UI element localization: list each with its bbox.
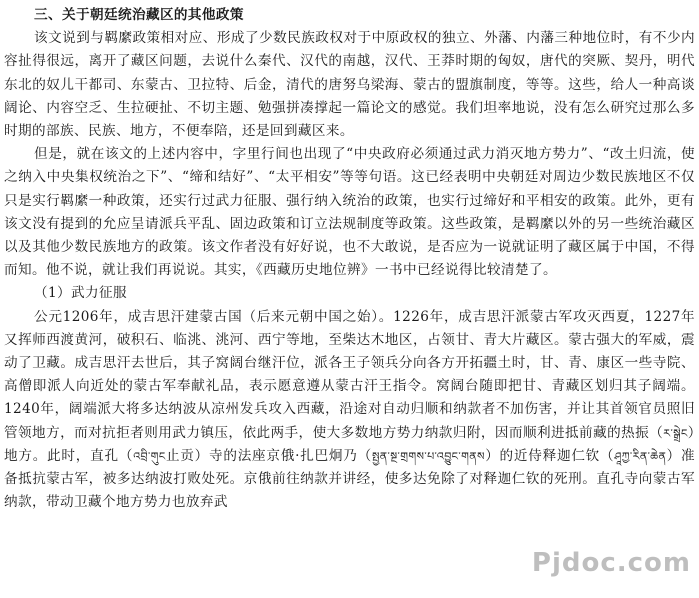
tibetan-term-shakya: ཤཱཀྱ་རིན་ཆེན bbox=[614, 449, 667, 463]
tibetan-term-drigung: འབྲི་གུང bbox=[133, 449, 166, 463]
subsection-heading: （1）武力征服 bbox=[34, 285, 128, 302]
paragraph-3 bbox=[4, 306, 695, 515]
paragraph-3-text-4: ）的近侍释迦仁钦（ bbox=[484, 447, 615, 464]
paragraph-2: 但是，就在该文的上述内容中，字里行间也出现了“中央政府必须通过武力消灭地方势力”、“改土归流，使之纳入中央集权统治之下”、“缔和结好”、“太平相安”等等句语。这已经表明中央朝廷对周边少数民族地区不仅只是实行羁縻一种政策，还实行过武力征服、强行纳入统治的政策，也实行过缔好和平相安的政策。此外，更有该文没有提到的允应呈请派兵平乱、固边政策和订立法规制度等政策。这些政策，是羁縻以外的另一些统治藏区以及其他少数民族地方的政策。该文作者没有好好说，也不大敢说，是否应为一说就证明了藏区属于中国，不得而知。他不说，就让我们再说说。其实，《西藏历史地位辨》一书中已经说得比较清楚了。 bbox=[4, 146, 695, 279]
tibetan-term-reting: ར་སྒྲེང bbox=[663, 426, 688, 440]
paragraph-3-text-2: ）地方。此时，直孔（ bbox=[4, 424, 695, 464]
section-heading: 三、关于朝廷统治藏区的其他政策 bbox=[34, 7, 244, 23]
tibetan-term-chenga: སྤྱན་སྔ་གྲགས་པ་འབྱུང་གནས bbox=[371, 449, 485, 463]
paragraph-3-text-3: 止贡）寺的法座京俄·扎巴炯乃（ bbox=[165, 447, 372, 464]
paragraph-1: 该文说到与羁縻政策相对应、形成了少数民族政权对于中原政权的独立、外藩、内藩三种地位时，有不少内容扯得很远，离开了藏区问题，去说什么秦代、汉代的南越，汉代、王莽时期的匈奴，唐代的突厥、契丹，明代东北的奴儿干都司、东蒙古、卫拉特、后金，清代的唐努乌梁海、蒙古的盟旗制度，等等。这些，给人一种高谈阔论、内容空乏、生拉硬扯、不切主题、勉强拼凑撑起一篇论文的感觉。我们坦率地说，没有怎么研究过那么多时期的部族、民族、地方，不便奉陪，还是回到藏区来。 bbox=[4, 30, 695, 140]
document-page bbox=[4, 4, 695, 514]
site-watermark: Pjdoc.com bbox=[531, 548, 691, 578]
paragraph-3-text-5: ）准备抵抗蒙古军，被多达纳波打败处死。京俄前往纳款并讲经，使多达免除了对释迦仁钦的死刑。直孔寺向蒙古军纳款，带动卫藏个地方势力也放弃武 bbox=[4, 447, 695, 511]
paragraph-3-text-1: 公元1206年，成吉思汗建蒙古国（后来元朝中国之始）。1226年，成吉思汗派蒙古军攻灭西夏，1227年又挥师西渡黄河，破积石、临洮、洮河、西宁等地，至柴达木地区，占领甘、青大片藏区。蒙古强大的军威，震动了卫藏。成吉思汗去世后，其子窝阔台继汗位，派各王子领兵分向各方开拓疆土时，甘、青、康区一些寺院、高僧即派人向近处的蒙古军奉献礼品，表示愿意遵从蒙古汗王指令。窝阔台随即把甘、青藏区划归其子阔端。1240年，阔端派大将多达纳波从凉州发兵攻入西藏，沿途对自动归顺和纳款者不加伤害，并让其首领官员照旧管领地方，而对抗拒者则用武力镇压，依此两手，使大多数地方势力纳款归附，因而顺利进抵前藏的热振（ bbox=[4, 308, 695, 441]
